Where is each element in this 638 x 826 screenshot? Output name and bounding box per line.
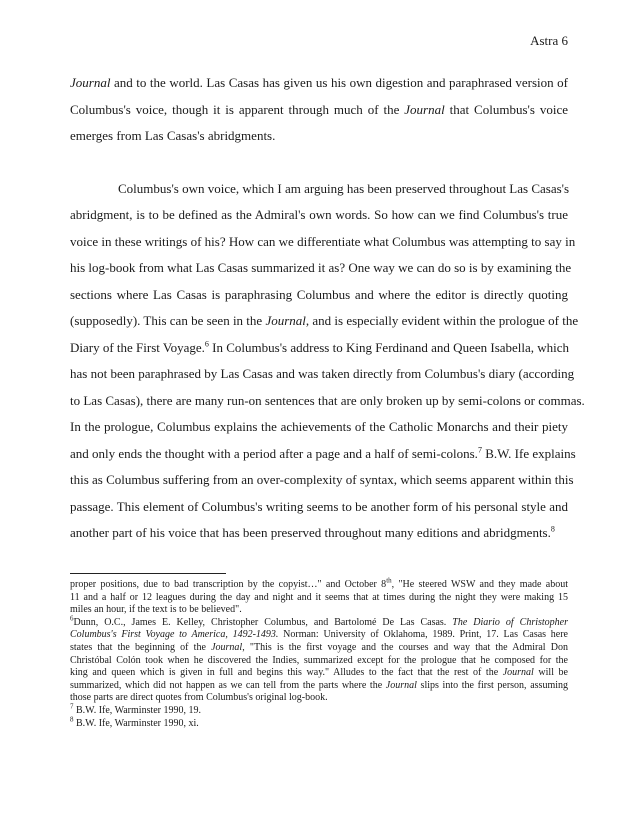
text-run: Diary of the First Voyage. — [70, 339, 205, 355]
italic-title: Journal — [502, 667, 534, 679]
text-run: those parts are direct quotes from Columbus's original log-book. — [70, 692, 328, 704]
text-run: will be — [533, 667, 568, 679]
footnote-line — [70, 715, 568, 731]
footnote-marker: 7 — [477, 445, 482, 455]
text-run: (supposedly). This can be seen in the — [70, 313, 266, 328]
text-run: that Columbus's voice — [444, 101, 568, 117]
text-run: , "This is the first voyage and the courses and way that the Admiral Don — [242, 641, 568, 653]
text-run: Norman: University of Oklahoma, 1989. Print, 17. Las Casas here — [278, 629, 568, 641]
body-line — [70, 97, 568, 124]
text-run: states that the beginning of the — [70, 641, 212, 653]
text-run: passage. This element of Columbus's writing seems to be another form of his personal style and — [70, 498, 568, 514]
footnote-line — [70, 702, 568, 718]
text-run: and only ends the thought with a period after a page and a half of semi-colons. — [70, 445, 478, 461]
footnote-marker: 6 — [70, 614, 74, 623]
italic-title: Journal — [404, 101, 445, 117]
footnote-line — [70, 667, 568, 680]
text-run: sections where Las Casas is paraphrasing Columbus and where the editor is directly quoting — [70, 286, 568, 302]
italic-title: Journal — [211, 641, 243, 653]
body-line — [70, 202, 568, 229]
text-run: Christóbal Colón took when he discovered the Indies, summarized except for the prologue that he composed for the — [70, 654, 568, 666]
footnote-line — [70, 655, 568, 668]
text-run: this as Columbus suffering from an over-complexity of syntax, which seems apparent within this — [70, 472, 574, 487]
footnote-line — [70, 629, 568, 642]
paragraph-gap — [70, 150, 568, 176]
text-run: his log-book from what Las Casas summarized it as? One way we can do so is by examining the — [70, 260, 572, 275]
text-run: miles an hour, if the text is to be believed". — [70, 604, 242, 616]
text-run: to Las Casas), there are many run-on sentences that are only broken up by semi-colons or commas. — [70, 392, 585, 408]
italic-title: Columbus's First Voyage to America, 1492-1493. — [70, 629, 279, 641]
body-line — [70, 229, 576, 256]
text-run: voice in these writings of his? How can we differentiate what Columbus was attempting to say in — [70, 233, 576, 249]
body-line — [70, 255, 572, 282]
text-run: another part of his voice that has been preserved throughout many editions and abridgments. — [70, 525, 551, 540]
text-run: slips into the first person, assuming — [416, 679, 568, 691]
italic-title: Journal — [265, 313, 306, 328]
text-run: king and queen which is given in full and begins this way." Alludes to the fact that the rest of the — [70, 667, 503, 679]
footnote-marker: 8 — [70, 715, 74, 724]
text-run: proper positions, due to bad transcription by the copyist…" and October 8 — [70, 579, 387, 590]
body-line — [70, 361, 575, 388]
text-run: Columbus's own voice, which I am arguing has been preserved throughout Las Casas's — [118, 180, 570, 196]
body-line — [70, 494, 568, 521]
text-run: 11 and a half or 12 leagues during the day and night and it seems that at times during the night they were making 15 — [70, 591, 568, 603]
footnote-marker: 8 — [550, 524, 555, 534]
text-run: Columbus's voice, though it is apparent through much of the — [70, 101, 405, 117]
text-run: , and is especially evident within the prologue of the — [305, 313, 579, 328]
footnote-line — [70, 680, 568, 693]
footnote-separator — [70, 573, 226, 574]
body-line — [70, 467, 574, 494]
footnote-marker: th — [386, 576, 392, 585]
body-line — [70, 335, 568, 362]
text-run: B.W. Ife explains — [481, 445, 576, 461]
footnote-line — [70, 642, 568, 655]
text-run: In the prologue, Columbus explains the achievements of the Catholic Monarchs and their piety — [70, 419, 568, 434]
text-run: Dunn, O.C., James E. Kelley, Christopher Columbus, and Bartolomé De Las Casas. — [73, 616, 453, 628]
footnote-marker: 7 — [70, 702, 74, 711]
body-line — [70, 388, 585, 415]
text-run: , "He steered WSW and they made about — [391, 579, 568, 590]
body-line — [70, 282, 568, 309]
footnote-line — [70, 692, 568, 705]
text-run: B.W. Ife, Warminster 1990, xi. — [73, 717, 199, 729]
body-line — [70, 123, 568, 150]
page-header: Astra 6 — [530, 33, 568, 48]
footnotes — [70, 576, 568, 730]
italic-title: The Diario of Christopher — [452, 616, 568, 628]
body-line — [70, 520, 568, 547]
footnote-line — [70, 614, 568, 630]
footnote-line — [70, 576, 568, 592]
body-line — [70, 441, 576, 468]
body-line — [70, 176, 568, 203]
text-run: emerges from Las Casas's abridgments. — [70, 128, 276, 143]
text-run: B.W. Ife, Warminster 1990, 19. — [73, 704, 202, 716]
body-line — [70, 308, 579, 335]
body-text — [70, 70, 585, 547]
text-run: has not been paraphrased by Las Casas and was taken directly from Columbus's diary (according — [70, 366, 575, 381]
body-line — [70, 414, 568, 441]
footnote-line — [70, 604, 568, 617]
text-run: and to the world. Las Casas has given us his own digestion and paraphrased version of — [110, 75, 568, 90]
footnote-line — [70, 592, 568, 605]
italic-title: Journal — [70, 75, 111, 90]
text-run: In Columbus's address to King Ferdinand and Queen Isabella, which — [208, 339, 570, 355]
footnote-marker: 6 — [204, 339, 209, 349]
body-line — [70, 70, 568, 97]
text-run: summarized, which did not happen as we can tell from the parts where the — [70, 679, 386, 691]
text-run: abridgment, is to be defined as the Admiral's own words. So how can we find Columbus's true — [70, 207, 568, 222]
italic-title: Journal — [385, 679, 417, 691]
